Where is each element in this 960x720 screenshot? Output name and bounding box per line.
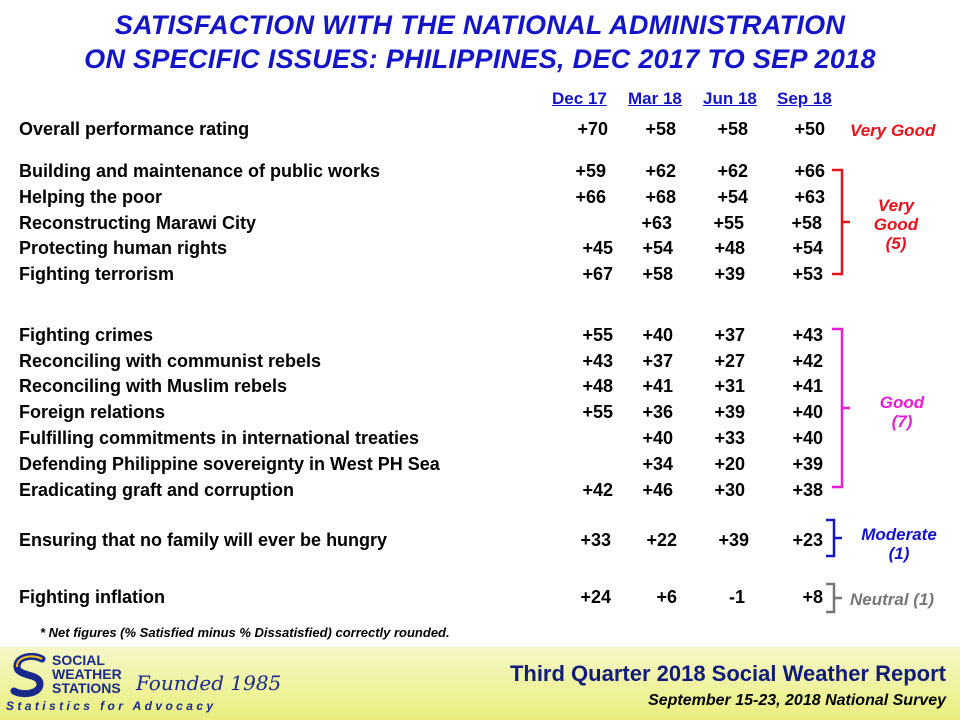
value-sep18: +63 (794, 187, 825, 207)
value-mar18: +62 (645, 161, 676, 181)
value-sep18: +43 (792, 325, 823, 345)
rating-count: (7) (891, 412, 913, 431)
value-jun18: +37 (714, 325, 745, 345)
row-label: Reconciling with Muslim rebels (19, 376, 288, 396)
title-line-1: SATISFACTION WITH THE NATIONAL ADMINISTRATION (114, 10, 846, 40)
column-header-dec17: Dec 17 (552, 89, 607, 108)
value-mar18: +6 (656, 587, 677, 607)
bracket-neutral (826, 584, 842, 612)
value-mar18: +58 (645, 119, 676, 139)
value-jun18: +39 (714, 264, 745, 284)
row-label: Reconciling with communist rebels (19, 351, 322, 371)
value-jun18: +20 (714, 454, 745, 474)
rating-neutral: Neutral (1) (850, 590, 935, 609)
value-mar18: +40 (642, 428, 673, 448)
footnote: * Net figures (% Satisfied minus % Dissatisfied) correctly rounded. (40, 625, 450, 640)
sws-logo-icon (8, 653, 50, 699)
value-mar18: +54 (642, 238, 673, 258)
value-dec17: +48 (582, 376, 613, 396)
row-label: Fighting crimes (19, 325, 154, 345)
value-mar18: +36 (642, 402, 673, 422)
value-sep18: +38 (792, 480, 823, 500)
value-sep18: +42 (792, 351, 823, 371)
rating-line-1: Moderate (861, 525, 937, 544)
report-title: Third Quarter 2018 Social Weather Report (509, 661, 946, 686)
value-sep18: +41 (792, 376, 823, 396)
value-dec17: +45 (582, 238, 613, 258)
row-label: Fulfilling commitments in international treaties (19, 428, 420, 448)
footer-banner (0, 647, 960, 720)
value-jun18: -1 (728, 587, 745, 607)
value-sep18: +53 (792, 264, 823, 284)
row-label: Overall performance rating (19, 119, 250, 139)
column-header-jun18: Jun 18 (703, 89, 757, 108)
org-line-2: WEATHER (52, 666, 122, 682)
value-jun18: +48 (714, 238, 745, 258)
value-jun18: +33 (714, 428, 745, 448)
rating-line-2: Good (873, 215, 919, 234)
value-jun18: +27 (714, 351, 745, 371)
value-sep18: +23 (792, 530, 823, 550)
value-dec17: +24 (580, 587, 611, 607)
value-sep18: +50 (794, 119, 825, 139)
value-jun18: +31 (714, 376, 745, 396)
rating-count: (5) (885, 234, 907, 253)
value-sep18: +66 (794, 161, 825, 181)
org-line-1: SOCIAL (52, 652, 105, 668)
value-sep18: +58 (791, 213, 822, 233)
value-mar18: +63 (641, 213, 672, 233)
rating-count: (1) (888, 544, 910, 563)
rating-line-1: Very (877, 196, 915, 215)
value-mar18: +41 (642, 376, 673, 396)
column-header-mar18: Mar 18 (628, 89, 682, 108)
value-sep18: +39 (792, 454, 823, 474)
value-dec17: +33 (580, 530, 611, 550)
value-sep18: +40 (792, 402, 823, 422)
value-sep18: +54 (792, 238, 823, 258)
org-name (52, 653, 122, 695)
value-jun18: +39 (714, 402, 745, 422)
row-label: Foreign relations (19, 402, 166, 422)
value-mar18: +58 (642, 264, 673, 284)
value-mar18: +37 (642, 351, 673, 371)
row-label: Reconstructing Marawi City (19, 213, 257, 233)
value-jun18: +58 (717, 119, 748, 139)
rating-overall: Very Good (850, 121, 936, 140)
value-jun18: +62 (717, 161, 748, 181)
row-label: Eradicating graft and corruption (19, 480, 295, 500)
value-dec17: +43 (582, 351, 613, 371)
value-mar18: +40 (642, 325, 673, 345)
value-dec17: +66 (575, 187, 606, 207)
row-label: Helping the poor (19, 187, 162, 207)
founded-text: Founded 1985 (136, 671, 282, 695)
value-dec17: +67 (582, 264, 613, 284)
rating-line-1: Good (879, 393, 925, 412)
row-label: Ensuring that no family will ever be hungry (19, 530, 388, 550)
value-mar18: +46 (642, 480, 673, 500)
row-label: Fighting inflation (19, 587, 165, 607)
value-mar18: +68 (645, 187, 676, 207)
title-line-2: ON SPECIFIC ISSUES: PHILIPPINES, DEC 2017 TO SEP 2018 (84, 44, 876, 74)
value-mar18: +22 (646, 530, 677, 550)
value-mar18: +34 (642, 454, 673, 474)
value-dec17: +42 (582, 480, 613, 500)
value-dec17: +59 (575, 161, 606, 181)
value-jun18: +55 (713, 213, 744, 233)
value-jun18: +54 (717, 187, 748, 207)
value-dec17: +70 (577, 119, 608, 139)
value-sep18: +8 (802, 587, 823, 607)
row-label: Fighting terrorism (19, 264, 175, 284)
survey-dates: September 15-23, 2018 National Survey (648, 692, 946, 709)
value-jun18: +39 (718, 530, 749, 550)
value-sep18: +40 (792, 428, 823, 448)
bracket-very-good (832, 170, 850, 274)
bracket-moderate (826, 520, 842, 556)
value-dec17: +55 (582, 402, 613, 422)
row-label: Defending Philippine sovereignty in West PH Sea (19, 454, 440, 474)
tagline: Statistics for Advocacy (6, 699, 217, 713)
value-dec17: +55 (582, 325, 613, 345)
row-label: Building and maintenance of public works (19, 161, 381, 181)
org-line-3: STATIONS (52, 680, 121, 696)
bracket-good (832, 329, 850, 487)
value-jun18: +30 (714, 480, 745, 500)
column-header-sep18: Sep 18 (777, 89, 832, 108)
row-label: Protecting human rights (19, 238, 228, 258)
